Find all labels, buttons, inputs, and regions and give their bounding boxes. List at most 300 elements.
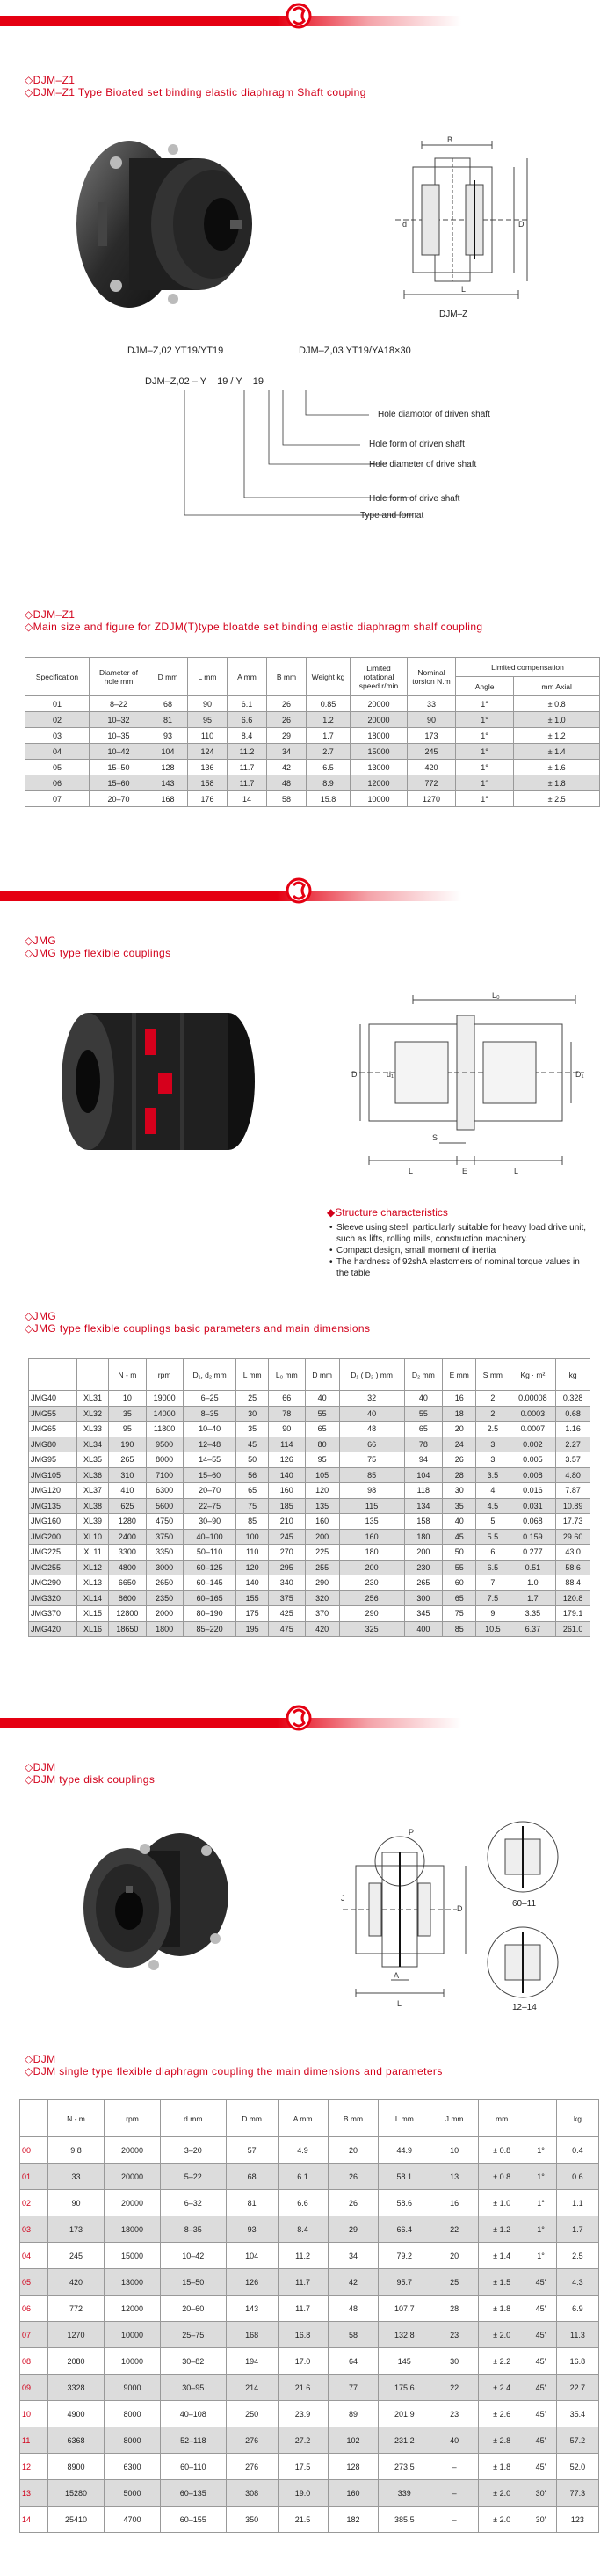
svg-text:d₁: d₁ [387, 1070, 394, 1079]
brand-logo-icon [281, 1704, 316, 1732]
table-row [29, 1498, 590, 1514]
table-row [25, 696, 600, 712]
table-cell: 26 [267, 696, 307, 712]
table-cell: 23.9 [278, 2401, 328, 2427]
table-cell: 2650 [146, 1575, 183, 1591]
table-cell: 276 [226, 2427, 278, 2454]
table-cell: 1280 [109, 1514, 146, 1530]
table-cell: 0.00008 [510, 1391, 556, 1407]
table-cell: 1.1 [556, 2190, 598, 2216]
table-cell: 375 [268, 1590, 305, 1606]
svg-text:S: S [432, 1133, 438, 1142]
table-cell: 01 [20, 2164, 48, 2190]
list-item: • Compact design, small moment of inertia [329, 1245, 593, 1256]
table-cell: 6–32 [160, 2190, 226, 2216]
table-cell: 20–70 [90, 791, 148, 807]
table-cell: 135 [339, 1514, 404, 1530]
table-cell: JMG105 [29, 1467, 77, 1483]
column-header: L mm [379, 2100, 430, 2137]
column-header: D mm [226, 2100, 278, 2137]
column-header: D₁, d₂ mm [183, 1359, 236, 1391]
table-cell: 3350 [146, 1545, 183, 1561]
table-cell: 1° [456, 728, 514, 744]
table-cell: 12 [20, 2454, 48, 2480]
table-row [29, 1452, 590, 1468]
table-cell: 68 [226, 2164, 278, 2190]
column-header: N - m [109, 1359, 146, 1391]
column-header: kg [556, 2100, 598, 2137]
table-cell: 3–20 [160, 2137, 226, 2164]
table-cell: JMG95 [29, 1452, 77, 1468]
table-cell: 55 [443, 1560, 476, 1575]
table-cell: 29 [328, 2216, 379, 2243]
table-cell: 1.2 [307, 712, 351, 728]
table-cell: 201.9 [379, 2401, 430, 2427]
table-cell: 6300 [146, 1483, 183, 1499]
column-header: B mm [328, 2100, 379, 2137]
col-speed: Limited rotational speed r/min [351, 658, 408, 696]
table-cell: 4800 [109, 1560, 146, 1575]
table-cell: JMG135 [29, 1498, 77, 1514]
table-cell: 4 [476, 1483, 510, 1499]
column-header: rpm [104, 2100, 160, 2137]
table-cell: 5 [476, 1514, 510, 1530]
table-cell: 10 [430, 2137, 479, 2164]
table-cell: ± 1.4 [514, 744, 600, 760]
table-row [29, 1606, 590, 1622]
table-cell: 58 [328, 2322, 379, 2348]
table-cell: 270 [268, 1545, 305, 1561]
column-header: Kg · m² [510, 1359, 556, 1391]
table-cell: 15000 [104, 2243, 160, 2269]
table-cell: 1270 [47, 2322, 104, 2348]
table-cell: 225 [305, 1545, 339, 1561]
table-cell: 40 [404, 1391, 442, 1407]
table-cell: 0.0007 [510, 1422, 556, 1437]
table-cell: 0.068 [510, 1514, 556, 1530]
table-cell: 158 [188, 775, 228, 791]
table-cell: 13 [20, 2480, 48, 2507]
section1-title: ◇DJM–Z1 ◇DJM–Z1 Type Bioated set binding elastic diaphragm Shaft couping [25, 74, 366, 98]
table-cell: 65 [404, 1422, 442, 1437]
table-cell: 30' [525, 2507, 557, 2533]
table-cell: 11.7 [228, 775, 267, 791]
table-cell: 43.0 [556, 1545, 590, 1561]
table-cell: 26 [443, 1452, 476, 1468]
list-item: • The hardness of 92shA elastomers of nominal torque values in the table [329, 1256, 593, 1279]
table-cell: 8000 [104, 2427, 160, 2454]
table-cell: – [430, 2507, 479, 2533]
table-cell: 370 [305, 1606, 339, 1622]
table-cell: ± 1.4 [479, 2243, 525, 2269]
table-cell: 4.5 [476, 1498, 510, 1514]
table-cell: 1° [456, 696, 514, 712]
header-banner-3 [0, 1702, 615, 1736]
table-cell: 420 [305, 1621, 339, 1637]
table-cell: 4700 [104, 2507, 160, 2533]
table-cell: 15–50 [90, 760, 148, 775]
table-cell: 40 [443, 1514, 476, 1530]
table-cell: 10–42 [90, 744, 148, 760]
table-row [20, 2507, 599, 2533]
table-cell: 09 [20, 2375, 48, 2401]
table-row [20, 2401, 599, 2427]
table-cell: 143 [148, 775, 188, 791]
table-cell: JMG370 [29, 1606, 77, 1622]
table-row [25, 728, 600, 744]
svg-text:D: D [351, 1070, 358, 1079]
table-cell: JMG40 [29, 1391, 77, 1407]
svg-text:E: E [462, 1167, 468, 1175]
table-row [25, 760, 600, 775]
table-cell: 475 [268, 1621, 305, 1637]
table-cell: 04 [20, 2243, 48, 2269]
table-cell: XL33 [76, 1422, 109, 1437]
table-cell: 0.005 [510, 1452, 556, 1468]
table-cell: 1° [456, 744, 514, 760]
table-cell: 10000 [351, 791, 408, 807]
table-cell: 93 [148, 728, 188, 744]
table-cell: 261.0 [556, 1621, 590, 1637]
table-cell: 160 [328, 2480, 379, 2507]
table-cell: 48 [328, 2296, 379, 2322]
table-cell: 40 [339, 1406, 404, 1422]
table-cell: 45' [525, 2348, 557, 2375]
table-cell: 81 [148, 712, 188, 728]
table-cell: 9.8 [47, 2137, 104, 2164]
table2-body [29, 1391, 590, 1637]
table-cell: 95 [109, 1422, 146, 1437]
table-cell: 8.9 [307, 775, 351, 791]
svg-text:P: P [409, 1828, 415, 1837]
header-banner-1 [0, 0, 615, 33]
table-cell: JMG80 [29, 1437, 77, 1452]
table-cell: 21.6 [278, 2375, 328, 2401]
table-cell: 1° [525, 2216, 557, 2243]
table-cell: 24 [443, 1437, 476, 1452]
table-cell: 295 [268, 1560, 305, 1575]
table-cell: ± 1.8 [479, 2296, 525, 2322]
table-cell: 81 [226, 2190, 278, 2216]
table-cell: 07 [20, 2322, 48, 2348]
table-cell: 210 [268, 1514, 305, 1530]
table-cell: 17.0 [278, 2348, 328, 2375]
table-cell: 10–32 [90, 712, 148, 728]
table-cell: 6.5 [307, 760, 351, 775]
table-row [20, 2427, 599, 2454]
table-row [20, 2296, 599, 2322]
col-torsion: Nominal torsion N.m [408, 658, 456, 696]
table-cell: 12000 [104, 2296, 160, 2322]
table-cell: 11.7 [278, 2296, 328, 2322]
table-cell: 45' [525, 2269, 557, 2296]
table-cell: 66.4 [379, 2216, 430, 2243]
table-cell: 42 [267, 760, 307, 775]
table-cell: 48 [267, 775, 307, 791]
table-cell: 126 [226, 2269, 278, 2296]
table-cell: 2080 [47, 2348, 104, 2375]
table-cell: 4900 [47, 2401, 104, 2427]
table-cell: 26 [267, 712, 307, 728]
table-cell: 13000 [351, 760, 408, 775]
table-cell: 179.1 [556, 1606, 590, 1622]
table-cell: 89 [328, 2401, 379, 2427]
table-cell: 276 [226, 2454, 278, 2480]
table-cell: 124 [188, 744, 228, 760]
table-row [20, 2190, 599, 2216]
table-cell: 273.5 [379, 2454, 430, 2480]
svg-text:L: L [461, 285, 467, 294]
table-cell: 03 [20, 2216, 48, 2243]
col-angle: Angle [456, 677, 514, 696]
table-cell: 8–35 [160, 2216, 226, 2243]
table-cell: 1.16 [556, 1422, 590, 1437]
table-cell: 3.57 [556, 1452, 590, 1468]
table-cell: 1270 [408, 791, 456, 807]
structure-characteristics-title: ◆Structure characteristics [327, 1206, 448, 1219]
table-cell: 325 [339, 1621, 404, 1637]
table-cell: 5600 [146, 1498, 183, 1514]
table-cell: 16 [443, 1391, 476, 1407]
svg-text:L₀: L₀ [492, 991, 500, 1000]
table-cell: 118 [404, 1483, 442, 1499]
table-cell: 88.4 [556, 1575, 590, 1591]
table-cell: 104 [148, 744, 188, 760]
table-cell: 8600 [109, 1590, 146, 1606]
table-cell: 12–48 [183, 1437, 236, 1452]
table-cell: 200 [305, 1529, 339, 1545]
table-cell: 6.6 [228, 712, 267, 728]
table-cell: 13 [430, 2164, 479, 2190]
table-cell: 22 [430, 2216, 479, 2243]
table-cell: 2400 [109, 1529, 146, 1545]
col-l: L mm [188, 658, 228, 696]
svg-text:L: L [514, 1167, 519, 1175]
table-cell: 16 [430, 2190, 479, 2216]
col-weight: Weight kg [307, 658, 351, 696]
section3-title: ◇DJM ◇DJM type disk couplings [25, 1761, 156, 1786]
column-header [76, 1359, 109, 1391]
column-header: rpm [146, 1359, 183, 1391]
table-cell: 90 [188, 696, 228, 712]
table-cell: 04 [25, 744, 90, 760]
table-cell: 250 [226, 2401, 278, 2427]
table-cell: 50 [443, 1545, 476, 1561]
table-cell: 6368 [47, 2427, 104, 2454]
table-cell: 8–35 [183, 1406, 236, 1422]
table-cell: 104 [226, 2243, 278, 2269]
table-jmg-parameters [28, 1358, 590, 1637]
table-cell: ± 2.0 [479, 2480, 525, 2507]
table-cell: ± 2.6 [479, 2401, 525, 2427]
table-cell: 160 [268, 1483, 305, 1499]
table-cell: 1° [456, 760, 514, 775]
table-cell: 200 [404, 1545, 442, 1561]
table-cell: 6 [476, 1545, 510, 1561]
table-cell: 772 [47, 2296, 104, 2322]
djm-z1-product-photo [46, 114, 283, 325]
table-cell: XL34 [76, 1437, 109, 1452]
table-cell: 30 [430, 2348, 479, 2375]
table-cell: 26 [328, 2190, 379, 2216]
table-row [29, 1545, 590, 1561]
table-cell: ± 1.2 [514, 728, 600, 744]
table-row [29, 1621, 590, 1637]
table-cell: 48 [339, 1422, 404, 1437]
table-cell: 2 [476, 1391, 510, 1407]
table-cell: 20 [443, 1422, 476, 1437]
svg-text:A: A [394, 1971, 400, 1980]
table-cell: 6300 [104, 2454, 160, 2480]
structure-characteristics-list [329, 1222, 593, 1279]
table-row [25, 712, 600, 728]
table-cell: 1.7 [307, 728, 351, 744]
table-cell: 10000 [104, 2322, 160, 2348]
table-cell: 145 [379, 2348, 430, 2375]
table-cell: ± 2.2 [479, 2348, 525, 2375]
table-cell: 21.5 [278, 2507, 328, 2533]
table-cell: 320 [305, 1590, 339, 1606]
table-row [20, 2454, 599, 2480]
table-cell: 40 [305, 1391, 339, 1407]
table-cell: 10–42 [160, 2243, 226, 2269]
table-cell: 05 [20, 2269, 48, 2296]
table-cell: 14 [20, 2507, 48, 2533]
table-cell: 90 [408, 712, 456, 728]
column-header: D mm [305, 1359, 339, 1391]
table-cell: 85 [339, 1467, 404, 1483]
table-cell: ± 1.2 [479, 2216, 525, 2243]
table-cell: 95.7 [379, 2269, 430, 2296]
table-cell: 44.9 [379, 2137, 430, 2164]
table-cell: 07 [25, 791, 90, 807]
table-cell: 15000 [351, 744, 408, 760]
col-compensation: Limited compensation [456, 658, 600, 677]
table-cell: XL13 [76, 1575, 109, 1591]
table-cell: 79.2 [379, 2243, 430, 2269]
table-cell: 30 [443, 1483, 476, 1499]
table-cell: 00 [20, 2137, 48, 2164]
table-cell: 12000 [351, 775, 408, 791]
table-cell: 80–190 [183, 1606, 236, 1622]
table-cell: 20 [430, 2243, 479, 2269]
table-cell: 90 [268, 1422, 305, 1437]
table-cell: 25–75 [160, 2322, 226, 2348]
table-cell: 20–70 [183, 1483, 236, 1499]
table-cell: 14000 [146, 1406, 183, 1422]
table-cell: XL31 [76, 1391, 109, 1407]
table-cell: 85 [443, 1621, 476, 1637]
table-cell: ± 1.8 [479, 2454, 525, 2480]
table-cell: 0.6 [556, 2164, 598, 2190]
table-cell: 85 [236, 1514, 268, 1530]
table-cell: 136 [188, 760, 228, 775]
col-spec: Specification [25, 658, 90, 696]
table-cell: 45' [525, 2401, 557, 2427]
table-row [20, 2348, 599, 2375]
table-cell: 345 [404, 1606, 442, 1622]
table-cell: 180 [339, 1545, 404, 1561]
table-cell: 168 [226, 2322, 278, 2348]
svg-text:L: L [397, 1999, 402, 2008]
table-cell: 3000 [146, 1560, 183, 1575]
table-cell: 185 [268, 1498, 305, 1514]
column-header: L₀ mm [268, 1359, 305, 1391]
table-cell: XL14 [76, 1590, 109, 1606]
table-cell: XL12 [76, 1560, 109, 1575]
table-row [29, 1560, 590, 1575]
table-cell: XL16 [76, 1621, 109, 1637]
table1-body [25, 696, 600, 807]
table-cell: 30 [236, 1406, 268, 1422]
table-cell: 30' [525, 2480, 557, 2507]
table-cell: 29 [267, 728, 307, 744]
table-cell: 25 [430, 2269, 479, 2296]
column-header: S mm [476, 1359, 510, 1391]
table-cell: 1.0 [510, 1575, 556, 1591]
table-cell: JMG255 [29, 1560, 77, 1575]
table-row [29, 1590, 590, 1606]
table-cell: 0.68 [556, 1406, 590, 1422]
table1-title: ◇DJM–Z1 ◇Main size and figure for ZDJM(T)type bloatde set binding elastic diaphragm shalf coupling [25, 608, 483, 633]
table-cell: 60–145 [183, 1575, 236, 1591]
table-cell: 1° [456, 791, 514, 807]
table-cell: 22.7 [556, 2375, 598, 2401]
table2-title: ◇JMG ◇JMG type flexible couplings basic parameters and main dimensions [25, 1310, 371, 1335]
table-cell: 160 [339, 1529, 404, 1545]
table-cell: 20–60 [160, 2296, 226, 2322]
table-cell: 3750 [146, 1529, 183, 1545]
table-cell: 1° [525, 2243, 557, 2269]
table-cell: 01 [25, 696, 90, 712]
table-cell: 160 [305, 1514, 339, 1530]
table-cell: 0.328 [556, 1391, 590, 1407]
table-cell: 15280 [47, 2480, 104, 2507]
table3-title: ◇DJM ◇DJM single type flexible diaphragm coupling the main dimensions and parameters [25, 2053, 443, 2078]
order-code: DJM–Z,02 – Y 19 / Y 19 [145, 376, 264, 387]
table-row [20, 2243, 599, 2269]
table-cell: 120 [236, 1560, 268, 1575]
table-cell: 25410 [47, 2507, 104, 2533]
column-header: D₁ ( D₂ ) mm [339, 1359, 404, 1391]
table-cell: 132.8 [379, 2322, 430, 2348]
table-cell: 1° [525, 2137, 557, 2164]
table-cell: 339 [379, 2480, 430, 2507]
table-row [29, 1483, 590, 1499]
table-cell: 140 [236, 1575, 268, 1591]
table-cell: 104 [404, 1467, 442, 1483]
table-cell: 2.7 [307, 744, 351, 760]
table-cell: 20000 [104, 2164, 160, 2190]
table-row [29, 1437, 590, 1452]
table-cell: 214 [226, 2375, 278, 2401]
table-cell: 6.5 [476, 1560, 510, 1575]
table-row [20, 2164, 599, 2190]
table-cell: 6.1 [228, 696, 267, 712]
table-cell: JMG290 [29, 1575, 77, 1591]
table-cell: 18000 [351, 728, 408, 744]
table-cell: 6–25 [183, 1391, 236, 1407]
table-cell: 425 [268, 1606, 305, 1622]
col-d: D mm [148, 658, 188, 696]
table-cell: 17.5 [278, 2454, 328, 2480]
table-cell: 0.85 [307, 696, 351, 712]
table-cell: ± 1.0 [514, 712, 600, 728]
legend-driven-hole-dia: Hole diamotor of driven shaft [378, 410, 490, 419]
legend-driven-hole-form: Hole form of driven shaft [369, 440, 465, 449]
jmg-technical-drawing [334, 989, 597, 1178]
table-cell: XL36 [76, 1467, 109, 1483]
